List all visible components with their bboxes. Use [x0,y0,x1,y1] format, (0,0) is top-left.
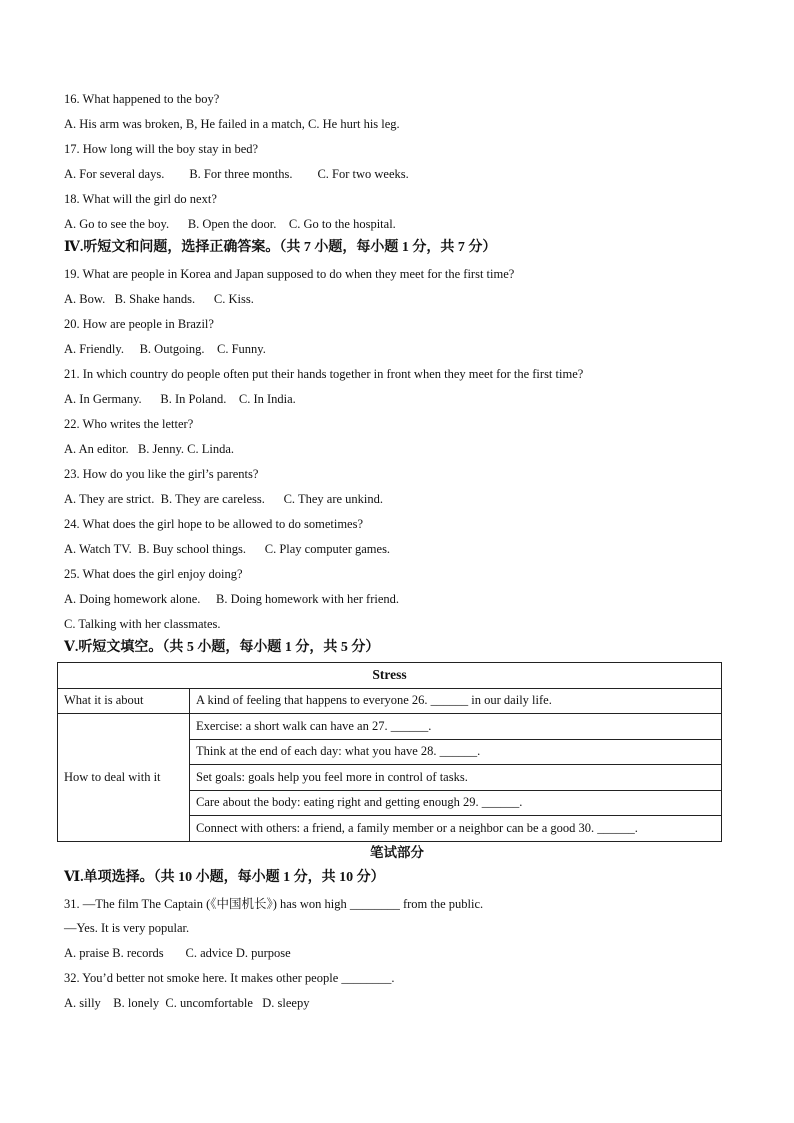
table-row [58,714,722,740]
section-6-heading: Ⅵ.单项选择。（共 10 小题，每小题 1 分，共 10 分） [64,870,385,885]
answer-options-25: A. Doing homework alone. B. Doing homework with her friend. [64,592,400,606]
answer-options-16: A. His arm was broken, B, He failed in a match, C. He hurt his leg. [64,117,400,131]
question-22: 22. Who writes the letter? [64,417,194,431]
answer-options-19: A. Bow. B. Shake hands. C. Kiss. [64,292,254,306]
table-cell-label: How to deal with it [58,714,190,842]
section-4-heading: Ⅳ.听短文和问题，选择正确答案。（共 7 小题，每小题 1 分，共 7 分） [64,240,497,255]
question-17: 17. How long will the boy stay in bed? [64,142,259,156]
answer-options-24: A. Watch TV. B. Buy school things. C. Play computer games. [64,542,391,556]
question-31-reply: —Yes. It is very popular. [64,921,190,935]
question-20: 20. How are people in Brazil? [64,317,214,331]
question-16: 16. What happened to the boy? [64,92,220,106]
table-cell-goals: Set goals: goals help you feel more in control of tasks. [190,765,722,791]
table-row [58,663,722,689]
answer-options-17: A. For several days. B. For three months. C. For two weeks. [64,167,409,181]
question-23: 23. How do you like the girl’s parents? [64,467,259,481]
table-cell-blank-28: Think at the end of each day: what you have 28. ______. [190,739,722,765]
answer-options-18: A. Go to see the boy. B. Open the door. C. Go to the hospital. [64,217,396,231]
answer-options-20: A. Friendly. B. Outgoing. C. Funny. [64,342,266,356]
table-cell-label: What it is about [58,688,190,714]
table-cell-blank-26: A kind of feeling that happens to everyone 26. ______ in our daily life. [190,688,722,714]
answer-options-23: A. They are strict. B. They are careless. C. They are unkind. [64,492,384,506]
written-part-title: 笔试部分 [370,845,424,860]
table-cell-blank-29: Care about the body: eating right and getting enough 29. ______. [190,790,722,816]
question-18: 18. What will the girl do next? [64,192,217,206]
question-31: 31. —The film The Captain (《中国机长》) has won high ________ from the public. [64,897,484,911]
section-5-heading: Ⅴ.听短文填空。（共 5 小题，每小题 1 分，共 5 分） [64,640,380,655]
table-cell-blank-27: Exercise: a short walk can have an 27. ______. [190,714,722,740]
answer-option-25c: C. Talking with her classmates. [64,617,221,631]
question-19: 19. What are people in Korea and Japan supposed to do when they meet for the first time? [64,267,515,281]
table-title: Stress [58,663,722,689]
answer-options-22: A. An editor. B. Jenny. C. Linda. [64,442,235,456]
answer-options-21: A. In Germany. B. In Poland. C. In India. [64,392,296,406]
table-cell-blank-30: Connect with others: a friend, a family member or a neighbor can be a good 30. ______. [190,816,722,842]
answer-options-32: A. silly B. lonely C. uncomfortable D. sleepy [64,996,310,1010]
question-32: 32. You’d better not smoke here. It makes other people ________. [64,971,395,985]
table-row [58,688,722,714]
stress-table [57,662,722,842]
question-21: 21. In which country do people often put their hands together in front when they meet for the first time? [64,367,584,381]
question-25: 25. What does the girl enjoy doing? [64,567,243,581]
question-24: 24. What does the girl hope to be allowed to do sometimes? [64,517,364,531]
answer-options-31: A. praise B. records C. advice D. purpose [64,946,291,960]
